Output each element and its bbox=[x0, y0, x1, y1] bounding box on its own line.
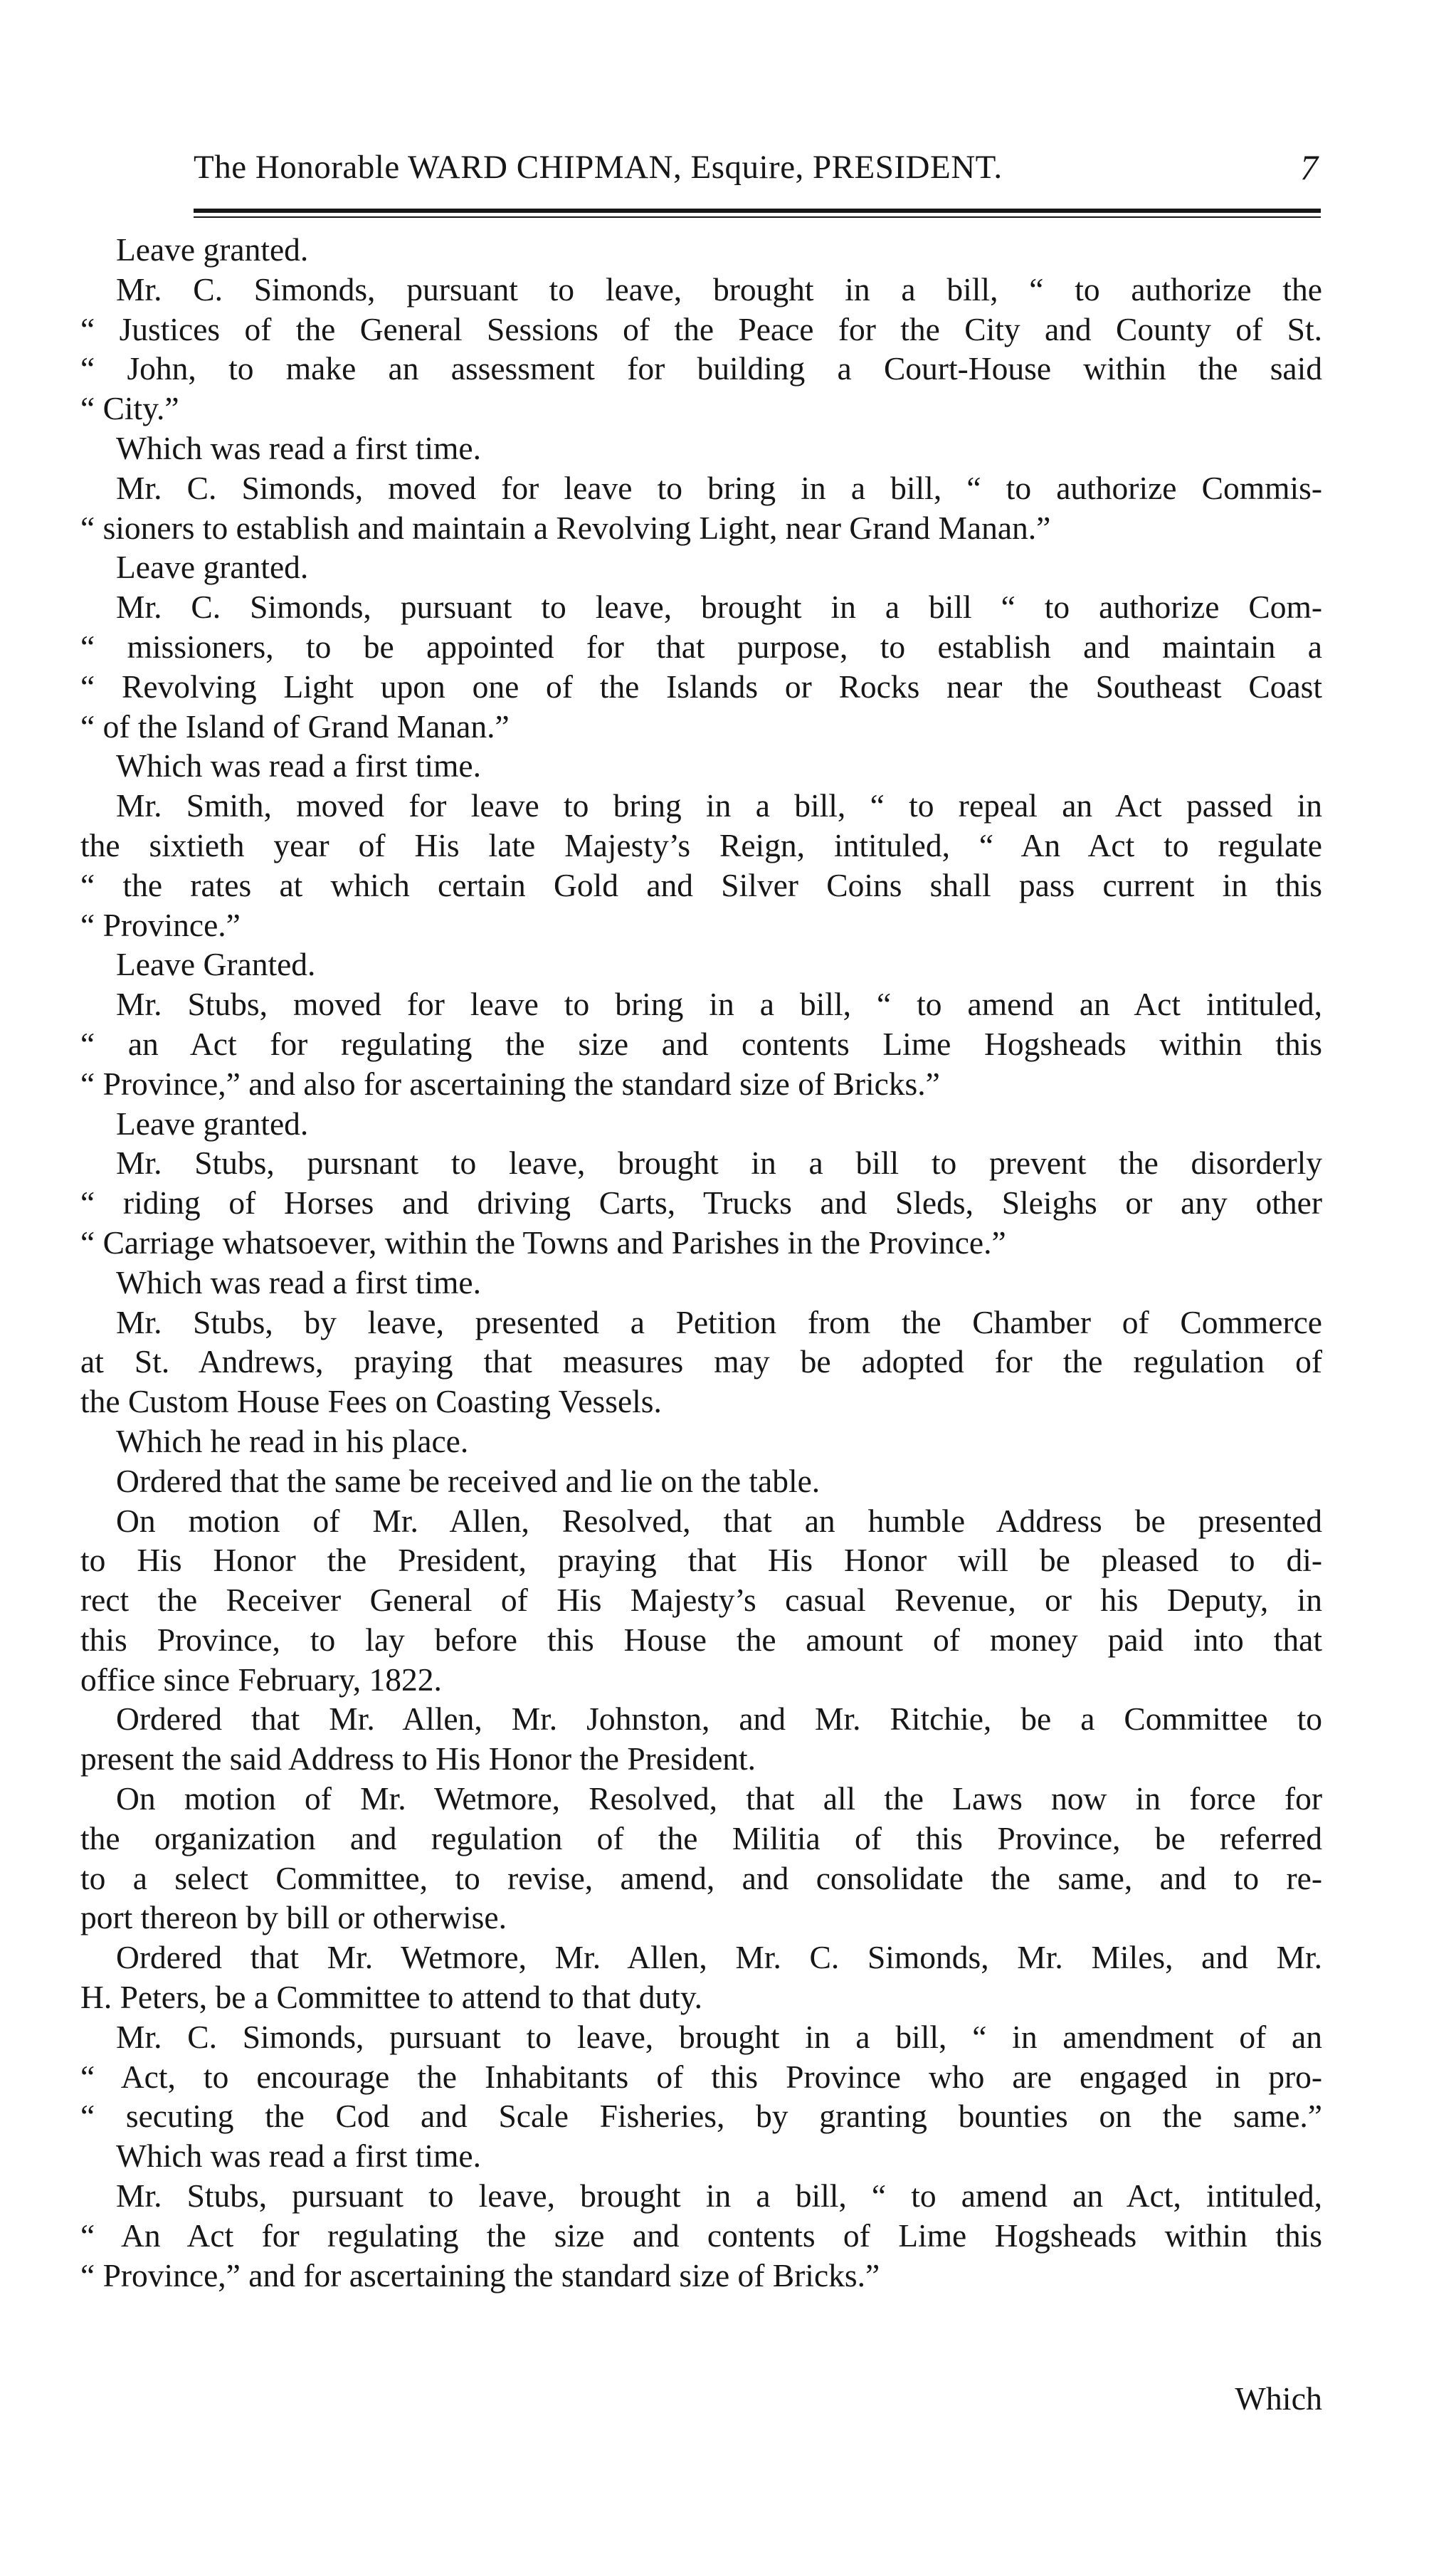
text-line: the sixtieth year of His late Majesty’s Reign, intituled, “ An Act to regulate bbox=[80, 826, 1322, 863]
text-line: “ of the Island of Grand Manan.” bbox=[80, 708, 510, 745]
text-line: On motion of Mr. Wetmore, Resolved, that all the Laws now in force for bbox=[116, 1780, 1322, 1817]
text-line: at St. Andrews, praying that measures may be adopted for the regulation of bbox=[80, 1343, 1322, 1380]
text-line: “ City.” bbox=[80, 390, 179, 427]
text-line: Which was read a first time. bbox=[116, 2138, 481, 2175]
text-line: Leave granted. bbox=[116, 231, 309, 268]
text-line: Ordered that Mr. Wetmore, Mr. Allen, Mr. C. Simonds, Mr. Miles, and Mr. bbox=[116, 1939, 1322, 1976]
text-line: “ Province,” and also for ascertaining the standard size of Bricks.” bbox=[80, 1065, 940, 1102]
text-line: the organization and regulation of the Militia of this Province, be referred bbox=[80, 1819, 1322, 1856]
text-line: “ an Act for regulating the size and contents Lime Hogsheads within this bbox=[80, 1025, 1322, 1062]
text-line: Ordered that the same be received and lie on the table. bbox=[116, 1462, 821, 1499]
text-line: Ordered that Mr. Allen, Mr. Johnston, and Mr. Ritchie, be a Committee to bbox=[116, 1701, 1322, 1738]
text-line: Mr. Smith, moved for leave to bring in a bill, “ to repeal an Act passed in bbox=[116, 787, 1322, 824]
body-text bbox=[80, 230, 1322, 2295]
text-line: Mr. C. Simonds, moved for leave to bring in a bill, “ to authorize Commis- bbox=[116, 469, 1322, 506]
header-rule-thin bbox=[194, 216, 1321, 218]
text-line: Mr. C. Simonds, pursuant to leave, brought in a bill “ to authorize Com- bbox=[116, 589, 1322, 626]
text-line: Mr. Stubs, by leave, presented a Petition from the Chamber of Commerce bbox=[116, 1303, 1322, 1340]
catchword: Which bbox=[1235, 2380, 1322, 2417]
text-line: Leave granted. bbox=[116, 1105, 309, 1142]
text-line: to His Honor the President, praying that His Honor will be pleased to di- bbox=[80, 1542, 1322, 1579]
page-header bbox=[194, 139, 1318, 196]
page-number: 7 bbox=[1300, 147, 1318, 187]
text-line: Leave Granted. bbox=[116, 946, 316, 983]
text-line: Leave granted. bbox=[116, 549, 309, 586]
text-line: “ Province.” bbox=[80, 906, 241, 943]
text-line: this Province, to lay before this House the amount of money paid into that bbox=[80, 1621, 1322, 1658]
text-line: Which was read a first time. bbox=[116, 747, 481, 784]
text-line: “ John, to make an assessment for building a Court-House within the said bbox=[80, 350, 1322, 387]
text-line: “ Province,” and for ascertaining the standard size of Bricks.” bbox=[80, 2256, 880, 2293]
text-line: “ Revolving Light upon one of the Islands or Rocks near the Southeast Coast bbox=[80, 668, 1322, 705]
text-line: port thereon by bill or otherwise. bbox=[80, 1899, 507, 1936]
text-line: the Custom House Fees on Coasting Vessels. bbox=[80, 1383, 662, 1420]
text-line: to a select Committee, to revise, amend, and consolidate the same, and to re- bbox=[80, 1859, 1322, 1896]
text-line: office since February, 1822. bbox=[80, 1661, 442, 1698]
text-line: “ sioners to establish and maintain a Revolving Light, near Grand Manan.” bbox=[80, 509, 1051, 546]
header-rule-thick bbox=[194, 209, 1321, 213]
text-line: On motion of Mr. Allen, Resolved, that an humble Address be presented bbox=[116, 1502, 1322, 1539]
text-line: “ An Act for regulating the size and contents of Lime Hogsheads within this bbox=[80, 2217, 1322, 2254]
text-line: “ Carriage whatsoever, within the Towns and Parishes in the Province.” bbox=[80, 1224, 1006, 1261]
text-line: Mr. Stubs, pursnant to leave, brought in a bill to prevent the disorderly bbox=[116, 1145, 1322, 1182]
text-line: “ Justices of the General Sessions of the Peace for the City and County of St. bbox=[80, 310, 1322, 347]
text-line: “ Act, to encourage the Inhabitants of this Province who are engaged in pro- bbox=[80, 2058, 1322, 2095]
text-line: H. Peters, be a Committee to attend to that duty. bbox=[80, 1979, 703, 2016]
text-line: Which was read a first time. bbox=[116, 429, 481, 466]
text-line: Mr. C. Simonds, pursuant to leave, brought in a bill, “ to authorize the bbox=[116, 270, 1322, 308]
text-line: Mr. Stubs, moved for leave to bring in a bill, “ to amend an Act intituled, bbox=[116, 986, 1322, 1023]
text-line: Mr. Stubs, pursuant to leave, brought in a bill, “ to amend an Act, intituled, bbox=[116, 2177, 1322, 2214]
text-line: Which was read a first time. bbox=[116, 1263, 481, 1300]
text-line: “ riding of Horses and driving Carts, Trucks and Sleds, Sleighs or any other bbox=[80, 1184, 1322, 1221]
text-line: Which he read in his place. bbox=[116, 1422, 469, 1459]
text-line: “ the rates at which certain Gold and Silver Coins shall pass current in this bbox=[80, 866, 1322, 903]
text-line: “ missioners, to be appointed for that purpose, to establish and maintain a bbox=[80, 628, 1322, 665]
text-line: “ secuting the Cod and Scale Fisheries, by granting bounties on the same.” bbox=[80, 2098, 1322, 2135]
running-head: The Honorable WARD CHIPMAN, Esquire, PRESIDENT. bbox=[194, 149, 1003, 186]
text-line: rect the Receiver General of His Majesty’s casual Revenue, or his Deputy, in bbox=[80, 1582, 1322, 1619]
text-line: Mr. C. Simonds, pursuant to leave, brought in a bill, “ in amendment of an bbox=[116, 2018, 1322, 2055]
text-line: present the said Address to His Honor the President. bbox=[80, 1740, 756, 1777]
